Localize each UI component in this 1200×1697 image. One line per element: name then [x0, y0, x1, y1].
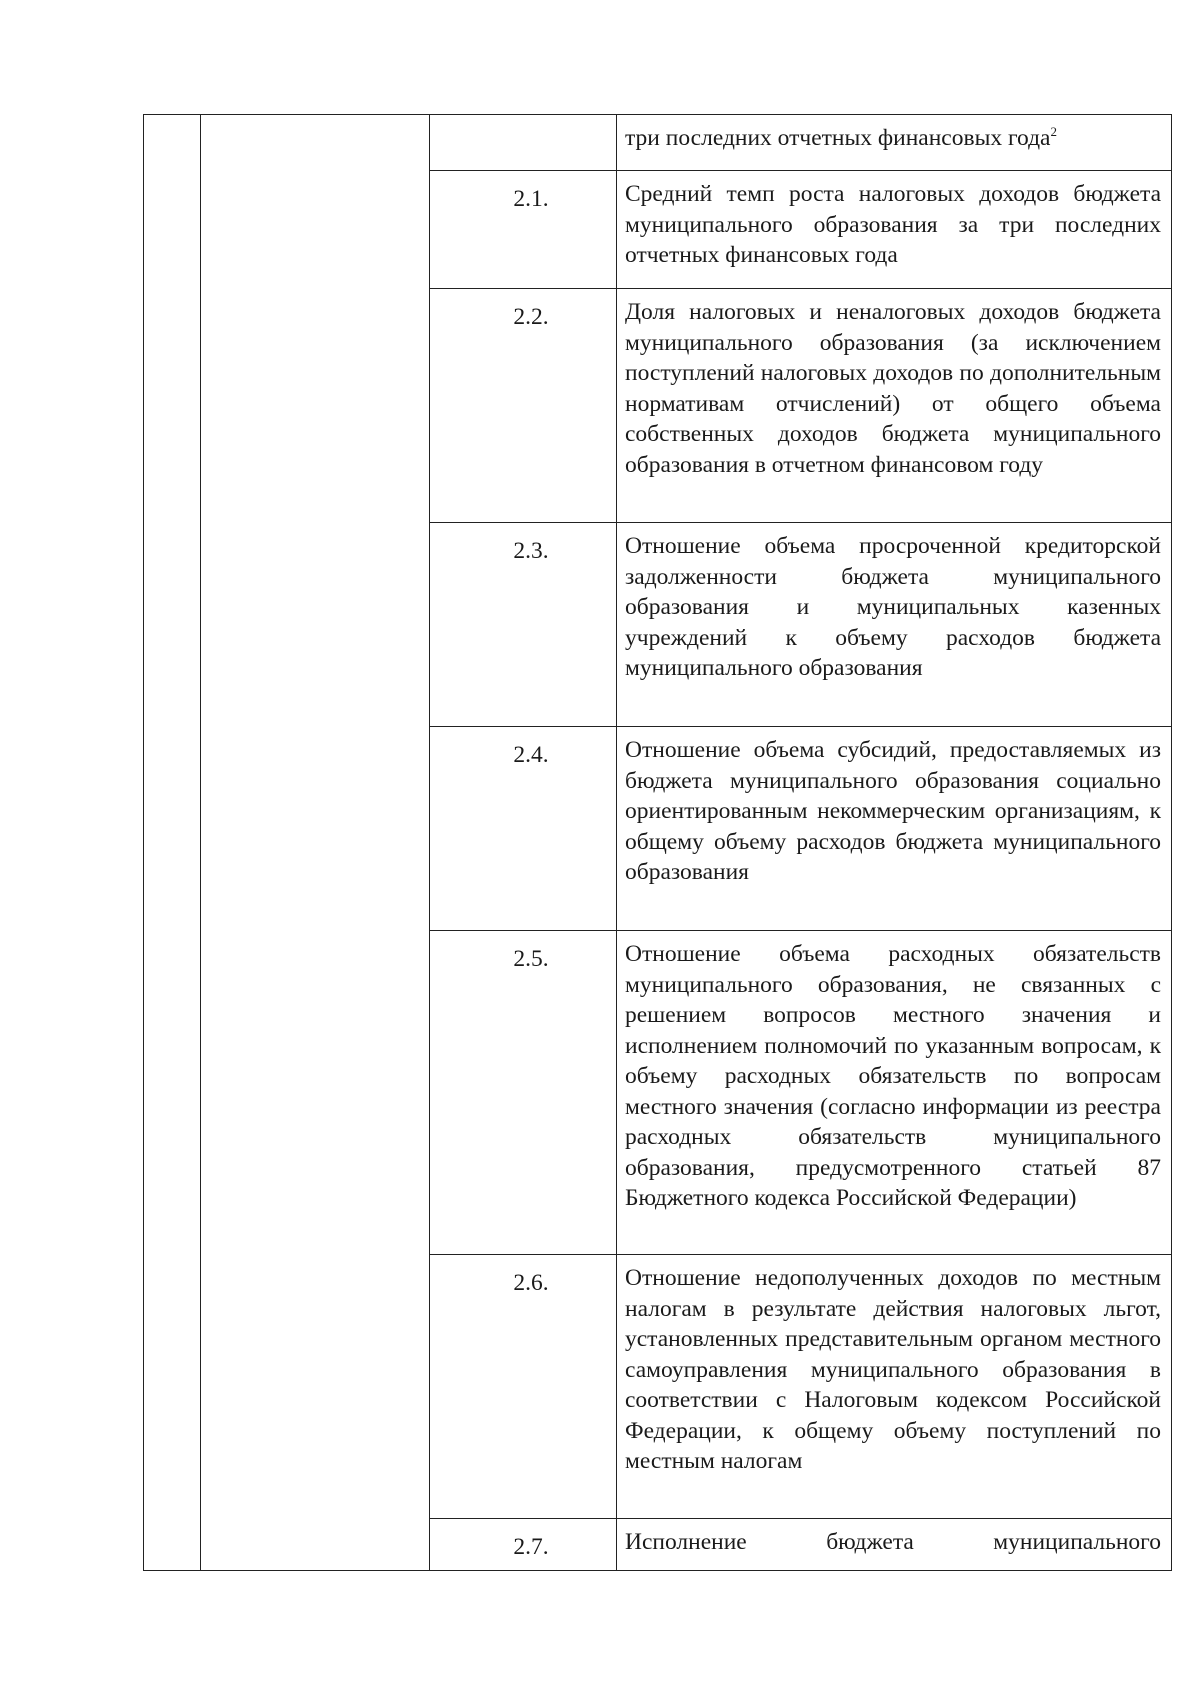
empty-column-2 [201, 115, 430, 1571]
indicators-table [143, 114, 1172, 1571]
footnote-marker: 2 [1050, 124, 1057, 140]
row-number: 2.6. [430, 1255, 617, 1519]
row-text: три последних отчетных финансовых года$^2$ [617, 115, 1172, 171]
row-text: Исполнение бюджета муниципального [617, 1519, 1172, 1571]
row-number: 2.3. [430, 523, 617, 727]
row-text: Отношение недополученных доходов по местным налогам в результате действия налоговых льгот, установленных представительным органом местного самоуправления муниципального образования в соответствии с Налоговым кодексом Российской Федерации, к общему объему поступлений по местным налогам [617, 1255, 1172, 1519]
row-text: Средний темп роста налоговых доходов бюджета муниципального образования за три последних отчетных финансовых года [617, 171, 1172, 289]
row-text: Отношение объема расходных обязательств муниципального образования, не связанных с решением вопросов местного значения и исполнением полномочий по указанным вопросам, к объему расходных обязательств по вопросам местного значения (согласно информации из реестра расходных обязательств муниципального образования, предусмотренного статьей 87 Бюджетного кодекса Российской Федерации) [617, 931, 1172, 1255]
row-text: Отношение объема субсидий, предоставляемых из бюджета муниципального образования социально ориентированным некоммерческим организациям, к общему объему расходов бюджета муниципального образования [617, 727, 1172, 931]
row-number: 2.5. [430, 931, 617, 1255]
empty-column-1 [144, 115, 201, 1571]
row-number: 2.2. [430, 289, 617, 523]
table-row [144, 115, 1172, 171]
row-number: 2.4. [430, 727, 617, 931]
row-number [430, 115, 617, 171]
row-number: 2.1. [430, 171, 617, 289]
row-text: Доля налоговых и неналоговых доходов бюджета муниципального образования (за исключением поступлений налоговых доходов по дополнительным нормативам отчислений) от общего объема собственных доходов бюджета муниципального образования в отчетном финансовом году [617, 289, 1172, 523]
row-number: 2.7. [430, 1519, 617, 1571]
row-text: Отношение объема просроченной кредиторской задолженности бюджета муниципального образования и муниципальных казенных учреждений к объему расходов бюджета муниципального образования [617, 523, 1172, 727]
